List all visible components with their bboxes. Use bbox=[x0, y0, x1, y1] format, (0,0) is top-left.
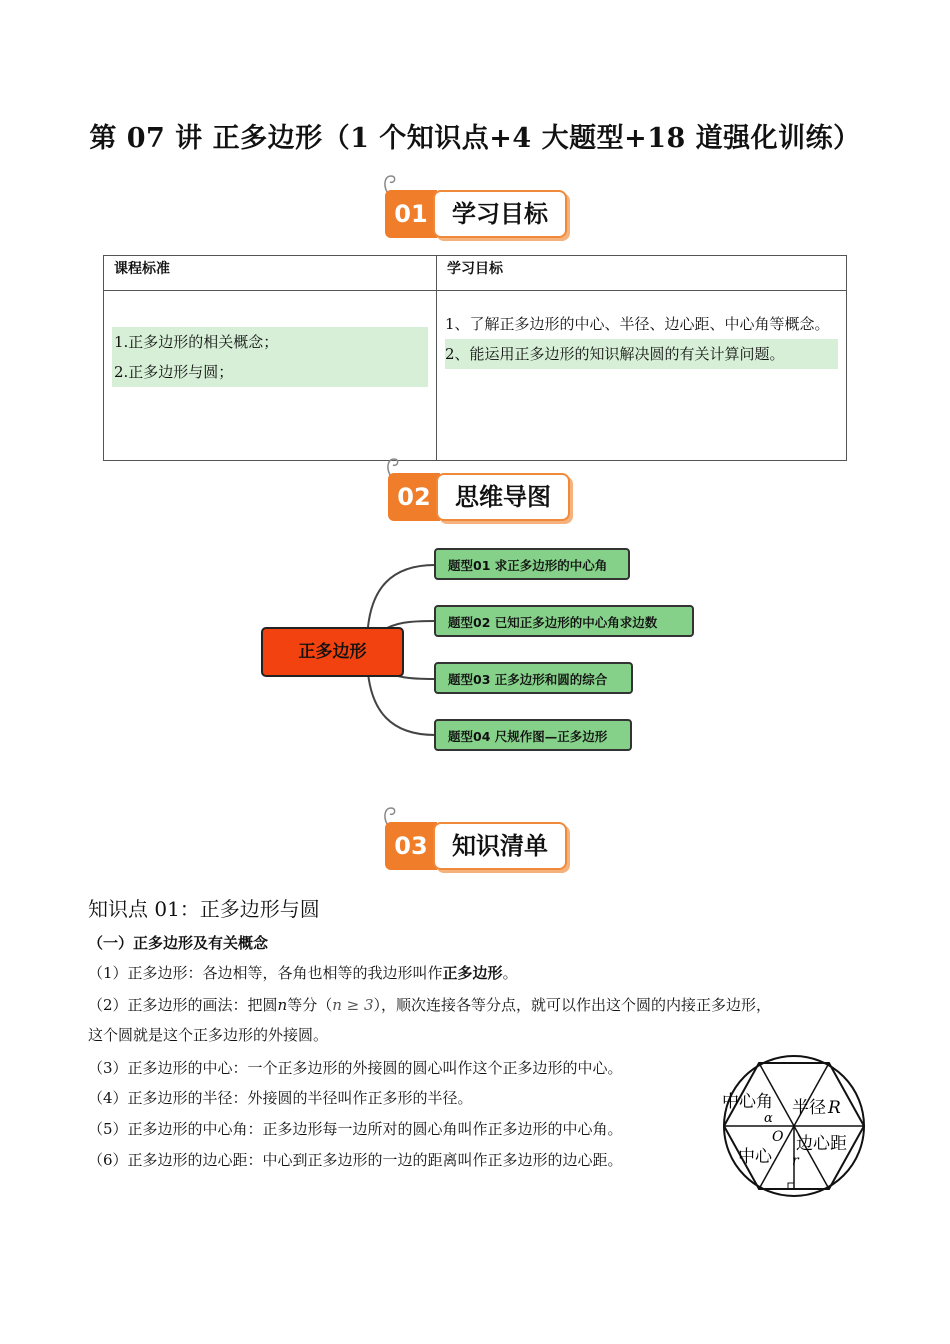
section-label: 知识清单 bbox=[433, 822, 567, 870]
goal-item: 2、能运用正多边形的知识解决圆的有关计算问题。 bbox=[445, 339, 838, 369]
label-central-angle: 中心角 bbox=[722, 1092, 773, 1112]
standard-item: 1.正多边形的相关概念； bbox=[112, 327, 428, 357]
section-badge-knowledge bbox=[385, 810, 575, 870]
label-radius: 半径 bbox=[792, 1098, 826, 1118]
mindmap-node: 题型02 已知正多边形的中心角求边数 bbox=[434, 605, 694, 637]
col-header-goals: 学习目标 bbox=[437, 256, 847, 291]
section-label: 思维导图 bbox=[436, 473, 570, 521]
sub-heading: （一）正多边形及有关概念 bbox=[88, 934, 269, 952]
col-header-standards: 课程标准 bbox=[104, 256, 437, 291]
mindmap-node: 题型04 尺规作图—正多边形 bbox=[434, 719, 632, 751]
label-center: 中心 bbox=[738, 1147, 772, 1167]
page-title: 第 07 讲 正多边形（1 个知识点+4 大题型+18 道强化训练） bbox=[89, 123, 861, 154]
mindmap-root: 正多边形 bbox=[261, 627, 404, 677]
section-number: 02 bbox=[388, 473, 440, 521]
paragraph-5: （5）正多边形的中心角：正多边形每一边所对的圆心角叫作正多边形的中心角。 bbox=[88, 1120, 623, 1138]
paragraph-3: （3）正多边形的中心：一个正多边形的外接圆的圆心叫作这个正多边形的中心。 bbox=[88, 1059, 623, 1077]
paragraph-4: （4）正多边形的半径：外接圆的半径叫作正多形的半径。 bbox=[88, 1089, 473, 1107]
paragraph-1: （1）正多边形：各边相等，各角也相等的我边形叫作正多边形。 bbox=[88, 964, 518, 982]
section-number: 03 bbox=[385, 822, 437, 870]
hexagon-circle-diagram bbox=[712, 1050, 887, 1200]
paragraph-2: （2）正多边形的画法：把圆n等分（n ≥ 3），顺次连接各等分点，就可以作出这个圆的内接正多边形， 这个圆就是这个正多边形的外接圆。 bbox=[88, 996, 772, 1044]
standard-item: 2.正多边形与圆； bbox=[112, 357, 428, 387]
section-number: 01 bbox=[385, 190, 437, 238]
knowledge-point-title: 知识点 01：正多边形与圆 bbox=[88, 897, 320, 921]
section-label: 学习目标 bbox=[433, 190, 567, 238]
goal-item: 1、了解正多边形的中心、半径、边心距、中心角等概念。 bbox=[445, 315, 830, 333]
label-apothem: 边心距 bbox=[796, 1134, 847, 1154]
label-radius-symbol: R bbox=[828, 1098, 841, 1118]
paragraph-6: （6）正多边形的边心距：中心到正多边形的一边的距离叫作正多边形的边心距。 bbox=[88, 1151, 623, 1169]
label-apothem-symbol: r bbox=[792, 1153, 799, 1169]
mindmap-node: 题型01 求正多边形的中心角 bbox=[434, 548, 630, 580]
label-alpha: α bbox=[764, 1111, 773, 1126]
mindmap-node: 题型03 正多边形和圆的综合 bbox=[434, 662, 633, 694]
label-center-point: O bbox=[772, 1129, 784, 1145]
